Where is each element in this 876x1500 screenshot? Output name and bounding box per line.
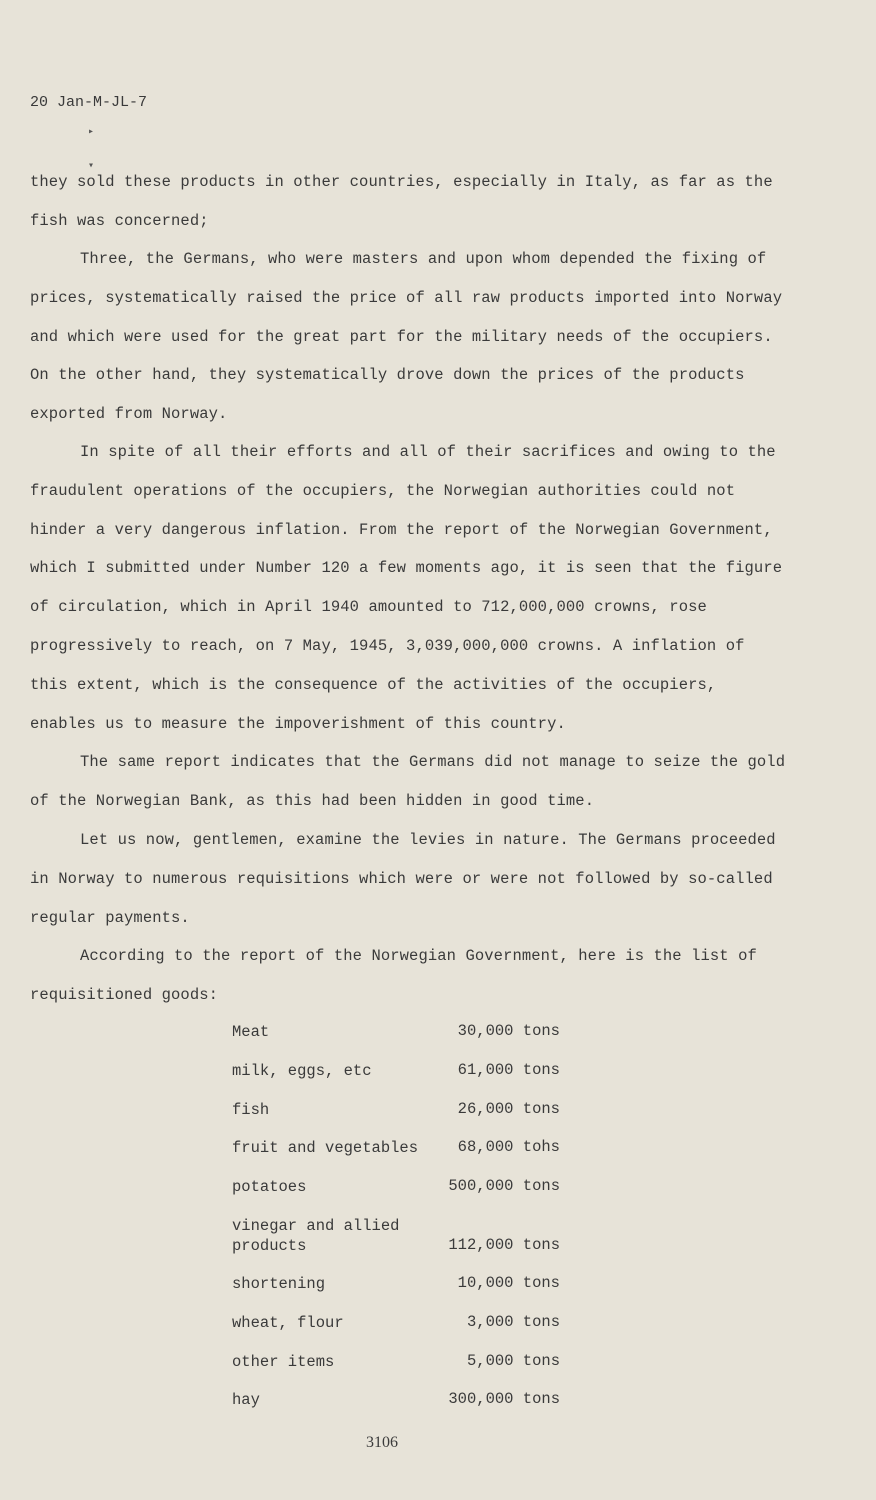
- goods-item: milk, eggs, etc: [232, 1061, 372, 1080]
- goods-item: wheat, flour: [232, 1313, 344, 1332]
- page-number: 3106: [366, 1434, 398, 1451]
- goods-item: fish: [232, 1100, 270, 1119]
- pen-mark: ▾: [88, 161, 95, 172]
- goods-item: shortening: [232, 1274, 326, 1293]
- paragraph-inflation: In spite of all their efforts and all of their sacrifices and owing to the fraudulent operations of the occupiers, the Norwegian authorities could not hinder a very dangerous inflation. From the report of the Norwegian Government, which I submitted under Number 120 a few moments ago, it is seen that the figure of circulation, which in April 1940 amounted to 712,000,000 crowns, rose progressively to reach, on 7 May, 1945, 3,039,000,000 crowns. A inflation of this extent, which is the consequence of the activities of the occupiers, enables us to measure the impoverishment of this country.: [30, 443, 783, 733]
- pen-mark: ▸: [88, 127, 95, 138]
- table-row: [232, 1016, 592, 1055]
- goods-quantity: 112,000 tons: [448, 1235, 560, 1254]
- goods-quantity: 61,000 tons: [457, 1060, 560, 1079]
- table-row: [232, 1094, 592, 1133]
- goods-quantity: 5,000 tons: [466, 1351, 560, 1370]
- paragraph-price-fixing: Three, the Germans, who were masters and upon whom depended the fixing of prices, systematically raised the price of all raw products imported into Norway and which were used for the great part for the military needs of the occupiers. On the other hand, they systematically drove down the prices of the products exported from Norway.: [30, 250, 783, 424]
- paragraph-continuation: they sold these products in other countries, especially in Italy, as far as the fish was concerned;: [30, 173, 773, 230]
- table-row: [232, 1384, 592, 1423]
- document-reference: 20 Jan-M-JL-7: [30, 94, 148, 111]
- paragraph-list-intro: According to the report of the Norwegian Government, here is the list of requisitioned goods:: [30, 947, 757, 1004]
- table-row: [232, 1132, 592, 1171]
- paragraph-gold: The same report indicates that the Germans did not manage to seize the gold of the Norwegian Bank, as this had been hidden in good time.: [30, 753, 786, 810]
- paragraph-levies: Let us now, gentlemen, examine the levies in nature. The Germans proceeded in Norway to numerous requisitions which were or were not followed by so-called regular payments.: [30, 831, 776, 927]
- goods-quantity: 26,000 tons: [457, 1099, 560, 1118]
- goods-quantity: 68,000 tohs: [457, 1138, 560, 1157]
- goods-quantity: 3,000 tons: [466, 1312, 560, 1331]
- goods-item: potatoes: [232, 1178, 307, 1197]
- goods-quantity: 10,000 tons: [457, 1273, 560, 1292]
- table-row: [232, 1307, 592, 1346]
- goods-item: fruit and vegetables: [232, 1139, 419, 1158]
- requisitioned-goods-table: [232, 1016, 592, 1423]
- table-row: [232, 1055, 592, 1094]
- table-row: [232, 1346, 592, 1385]
- goods-item: vinegar and allied products: [232, 1216, 400, 1255]
- table-row: [232, 1171, 592, 1210]
- goods-quantity: 500,000 tons: [448, 1177, 560, 1196]
- table-row: [232, 1268, 592, 1307]
- goods-item: hay: [232, 1391, 260, 1410]
- goods-quantity: 300,000 tons: [448, 1390, 560, 1409]
- table-row: [232, 1210, 592, 1268]
- goods-quantity: 30,000 tons: [457, 1022, 560, 1040]
- goods-item: Meat: [232, 1023, 270, 1041]
- goods-item: other items: [232, 1352, 335, 1371]
